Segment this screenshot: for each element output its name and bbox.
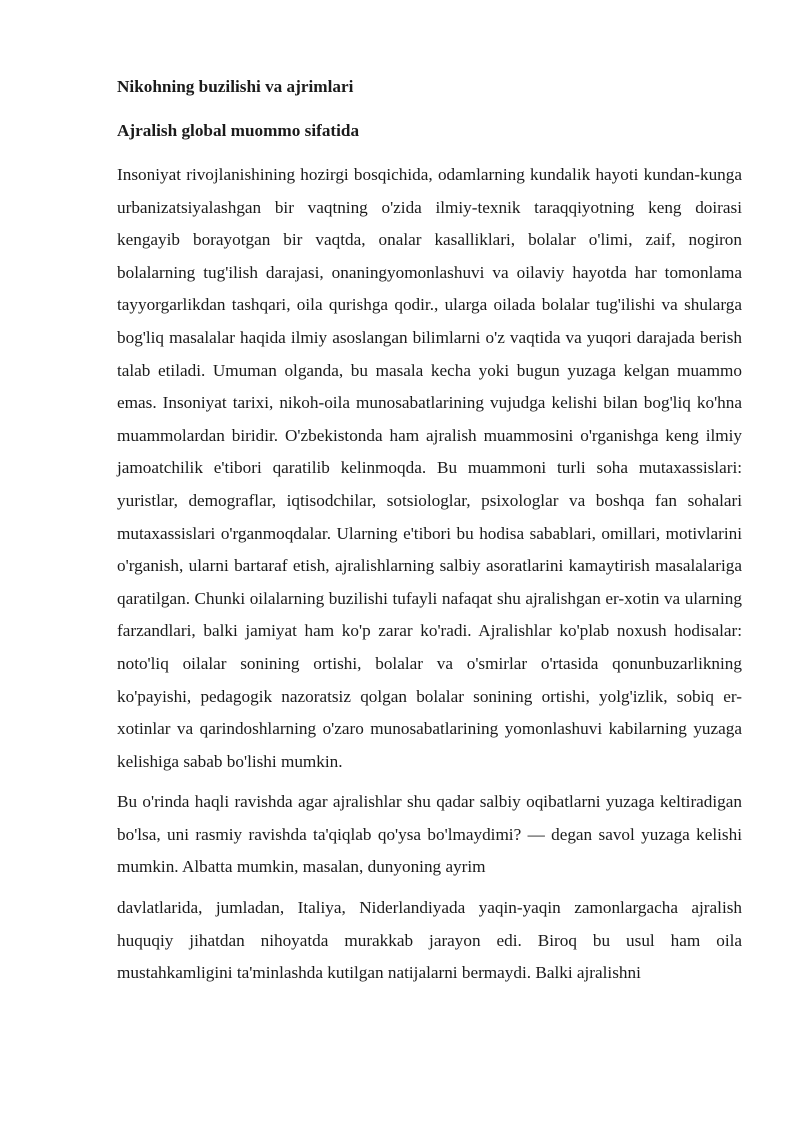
body-paragraph-2: Bu o'rinda haqli ravishda agar ajralishlar shu qadar salbiy oqibatlarni yuzaga keltiradigan bo'lsa, uni rasmiy ravishda ta'qiqlab qo'ysa bo'lmaydimi? — degan savol yuzaga kelishi mumkin. Albatta mumkin, masalan, dunyoning ayrim <box>117 792 742 877</box>
section-heading: Ajralish global muommo sifatida <box>117 121 360 140</box>
document-title: Nikohning buzilishi va ajrimlari <box>117 77 354 96</box>
document-page <box>117 75 742 990</box>
body-paragraph-1: Insoniyat rivojlanishining hozirgi bosqichida, odamlarning kundalik hayoti kundan-kunga urbanizatsiyalashgan bir vaqtning o'zida ilmiy-texnik taraqqiyotning keng doirasi kengayib borayotgan bir vaqtda, onalar kasalliklari, bolalar o'limi, zaif, nogiron bolalarning tug'ilish darajasi, onaningyomonlashuvi va oilaviy hayotda har tomonlama tayyorgarlikdan tashqari, oila qurishga qodir., ularga oilada bolalar tug'ilishi va shularga bog'liq masalalar haqida ilmiy asoslangan bilimlarni o'z vaqtida va yuqori darajada berish talab etiladi. Umuman olganda, bu masala kecha yoki bugun yuzaga kelgan muammo emas. Insoniyat tarixi, nikoh-oila munosabatlarining vujudga kelishi bilan bog'liq ko'hna muammolardan biridir. O'zbekistonda ham ajralish muammosini o'rganishga keng ilmiy jamoatchilik e'tibori qaratilib kelinmoqda. Bu muammoni turli soha mutaxassislari: yuristlar, demograflar, iqtisodchilar, sotsiologlar, psixologlar va boshqa fan sohalari mutaxassislari o'rganmoqdalar. Ularning e'tibori bu hodisa sabablari, omillari, motivlarini o'rganish, ularni bartaraf etish, ajralishlarning salbiy asoratlarini kamaytirish masalalariga qaratilgan. Chunki oilalarning buzilishi tufayli nafaqat shu ajralishgan er-xotin va ularning farzandlari, balki jamiyat ham ko'p zarar ko'radi. Ajralishlar ko'plab noxush hodisalar: noto'liq oilalar sonining ortishi, bolalar va o'smirlar o'rtasida qonunbuzarlikning ko'payishi, pedagogik nazoratsiz qolgan bolalar sonining ortishi, yolg'izlik, sobiq er-xotinlar va qarindoshlarning o'zaro munosabatlarining yomonlashuvi kabilarning yuzaga kelishiga sabab bo'lishi mumkin. <box>117 165 742 771</box>
body-paragraph-3: davlatlarida, jumladan, Italiya, Niderlandiyada yaqin-yaqin zamonlargacha ajralish huquqiy jihatdan nihoyatda murakkab jarayon edi. Biroq bu usul ham oila mustahkamligini ta'minlashda kutilgan natijalarni bermaydi. Balki ajralishni <box>117 898 742 983</box>
